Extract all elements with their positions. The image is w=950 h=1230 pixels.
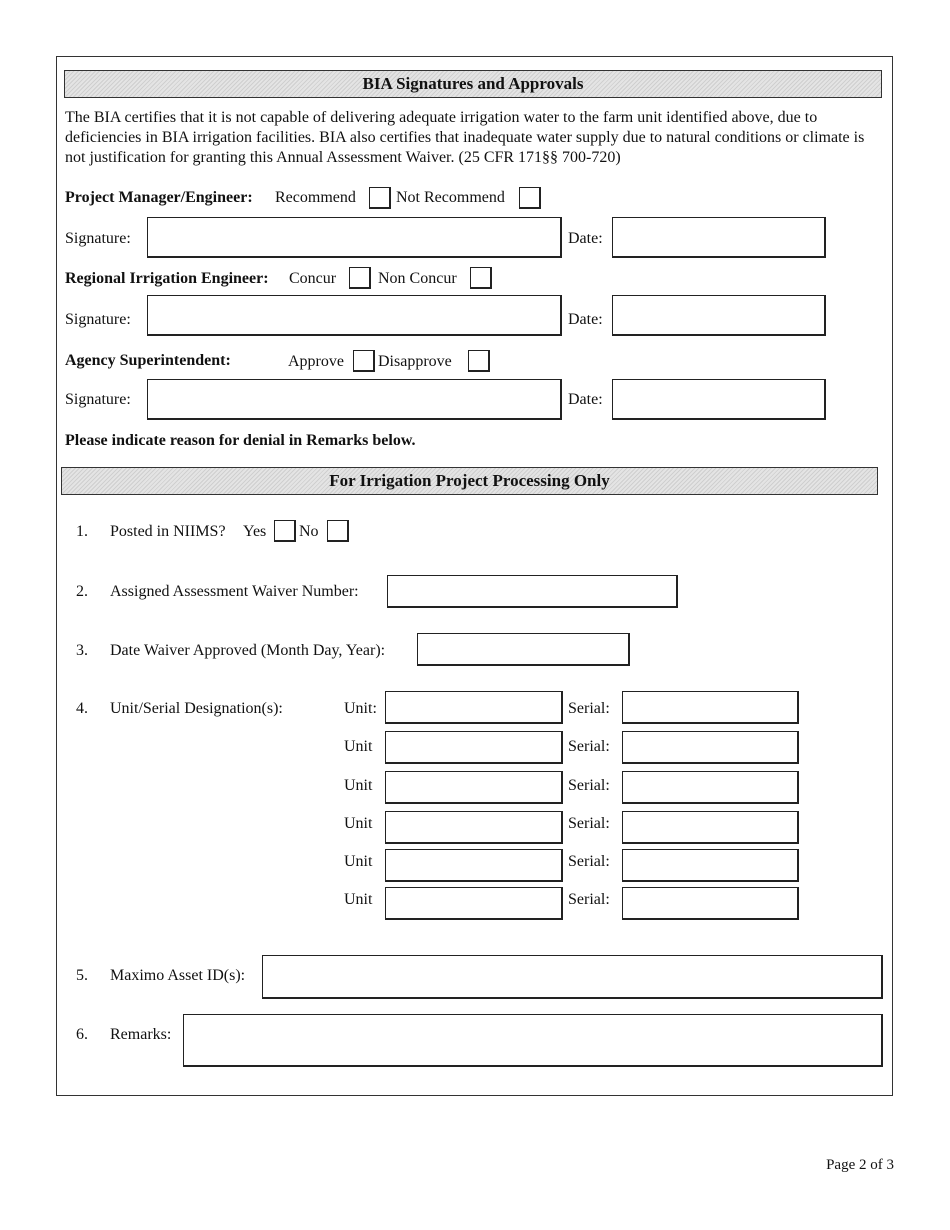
unit-field-6[interactable] [385,887,563,920]
pm-signature-field[interactable] [147,217,562,258]
rie-label: Regional Irrigation Engineer: [65,270,269,287]
rie-concur-label: Concur [289,270,337,287]
serial-field-1[interactable] [622,691,799,724]
rie-date-label: Date: [568,311,603,328]
section-title: For Irrigation Project Processing Only [329,471,610,490]
item-2-label: Assigned Assessment Waiver Number: [110,583,359,600]
page-number: Page 2 of 3 [826,1157,894,1173]
unit-field-4[interactable] [385,811,563,844]
rie-signature-label: Signature: [65,311,131,328]
niims-no-checkbox[interactable] [327,520,349,542]
serial-field-5[interactable] [622,849,799,882]
denial-note: Please indicate reason for denial in Remarks below. [65,432,416,449]
item-3-number: 3. [76,642,88,659]
section-title: BIA Signatures and Approvals [362,74,584,93]
pm-not-recommend-checkbox[interactable] [519,187,541,209]
item-6-label: Remarks: [110,1026,172,1043]
certification-text: The BIA certifies that it is not capable of delivering adequate irrigation water to the farm unit identified above, due to deficiencies in BIA irrigation facilities. BIA also certifies that inadequate water supply due to natural conditions or climate is not justification for granting this Annual Assessment Waiver. (25 CFR 171§§ 700-720) [65,109,865,166]
serial-label: Serial: [568,700,610,717]
rie-concur-checkbox[interactable] [349,267,371,289]
item-5-label: Maximo Asset ID(s): [110,967,246,984]
as-disapprove-checkbox[interactable] [468,350,490,372]
niims-yes-label: Yes [243,523,267,540]
maximo-asset-field[interactable] [262,955,883,999]
as-label: Agency Superintendent: [65,352,231,369]
item-1-number: 1. [76,523,88,540]
as-signature-label: Signature: [65,391,131,408]
unit-field-5[interactable] [385,849,563,882]
niims-yes-checkbox[interactable] [274,520,296,542]
item-5-number: 5. [76,967,88,984]
rie-date-field[interactable] [612,295,826,336]
as-date-field[interactable] [612,379,826,420]
pm-recommend-checkbox[interactable] [369,187,391,209]
item-3-label: Date Waiver Approved (Month Day, Year): [110,642,386,659]
rie-non-concur-checkbox[interactable] [470,267,492,289]
as-approve-label: Approve [288,353,344,370]
unit-field-2[interactable] [385,731,563,764]
as-disapprove-label: Disapprove [378,353,452,370]
unit-label: Unit: [344,700,377,717]
item-4-label: Unit/Serial Designation(s): [110,700,283,717]
item-6-number: 6. [76,1026,88,1043]
unit-field-3[interactable] [385,771,563,804]
unit-label: Unit [344,777,373,794]
remarks-field[interactable] [183,1014,883,1067]
pm-not-recommend-label: Not Recommend [396,189,505,206]
pm-date-field[interactable] [612,217,826,258]
serial-field-6[interactable] [622,887,799,920]
serial-label: Serial: [568,738,610,755]
rie-non-concur-label: Non Concur [378,270,457,287]
serial-field-3[interactable] [622,771,799,804]
pm-label: Project Manager/Engineer: [65,189,253,206]
unit-field-1[interactable] [385,691,563,724]
as-signature-field[interactable] [147,379,562,420]
as-approve-checkbox[interactable] [353,350,375,372]
section-header-bia [64,70,882,98]
unit-label: Unit [344,853,373,870]
as-date-label: Date: [568,391,603,408]
serial-label: Serial: [568,777,610,794]
item-4-number: 4. [76,700,88,717]
serial-label: Serial: [568,891,610,908]
pm-signature-label: Signature: [65,230,131,247]
rie-signature-field[interactable] [147,295,562,336]
pm-date-label: Date: [568,230,603,247]
item-2-number: 2. [76,583,88,600]
unit-label: Unit [344,738,373,755]
item-1-label: Posted in NIIMS? [110,523,226,540]
serial-label: Serial: [568,815,610,832]
date-approved-field[interactable] [417,633,630,666]
waiver-number-field[interactable] [387,575,678,608]
unit-label: Unit [344,891,373,908]
niims-no-label: No [299,523,319,540]
section-header-processing [61,467,878,495]
serial-field-2[interactable] [622,731,799,764]
pm-recommend-label: Recommend [275,189,356,206]
unit-label: Unit [344,815,373,832]
serial-label: Serial: [568,853,610,870]
serial-field-4[interactable] [622,811,799,844]
